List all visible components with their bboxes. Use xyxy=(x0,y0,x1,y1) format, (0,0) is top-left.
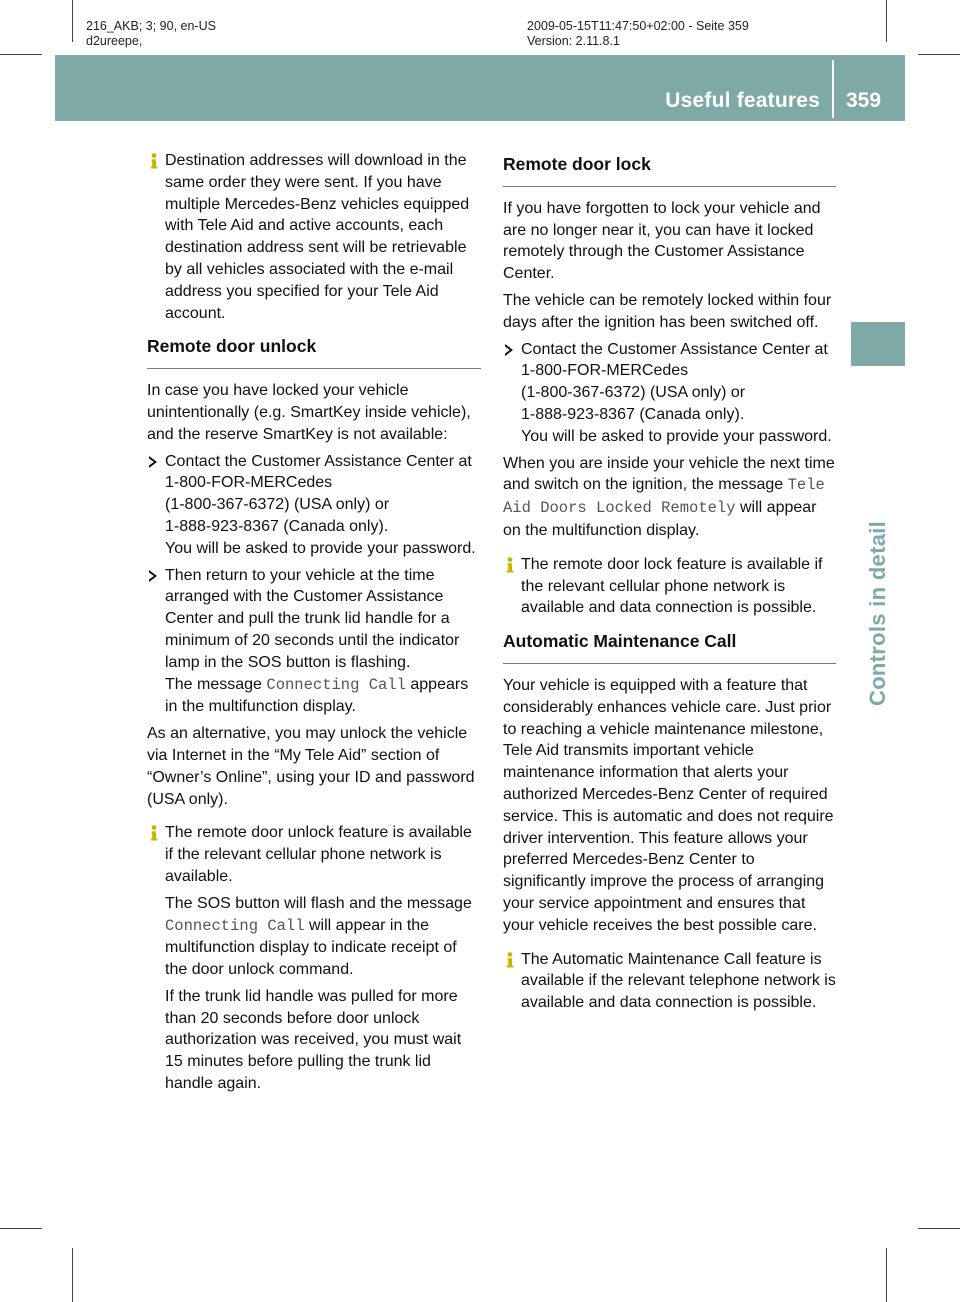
step-line: 1-888-923-8367 (Canada only). xyxy=(521,405,745,423)
step-line: You will be asked to provide your password. xyxy=(165,539,476,557)
instruction-step xyxy=(147,565,481,719)
crop-mark xyxy=(918,1228,960,1229)
instruction-step xyxy=(503,339,836,448)
display-message: Connecting Call xyxy=(165,916,305,935)
info-text: The remote door unlock feature is available if the relevant cellular phone network is available. xyxy=(165,824,472,885)
print-meta-left xyxy=(86,19,216,49)
paragraph: Your vehicle is equipped with a feature that considerably enhances vehicle care. Just prior to reaching a vehicle maintenance milestone, Tele Aid transmits important vehicle maintenance information that alerts your authorized Mercedes-Benz Center of required service. This is automatic and does not require driver intervention. This feature allows your preferred Mercedes-Benz Center to significantly improve the process of arranging your service appointment and ensures that your vehicle receives the best possible care. xyxy=(503,676,834,934)
right-column xyxy=(503,150,836,1026)
text-segment: The SOS button will flash and the message xyxy=(165,894,472,912)
paragraph: As an alternative, you may unlock the vehicle via Internet in the “My Tele Aid” section of “Owner’s Online”, using your ID and password (USA only). xyxy=(147,725,475,808)
text-segment: appears in the multifunction display. xyxy=(165,675,469,716)
step-line: (1-800-367-6372) (USA only) or xyxy=(165,496,390,514)
page-title: Useful features xyxy=(665,89,820,112)
crop-mark xyxy=(72,1248,73,1302)
display-message: Connecting Call xyxy=(266,675,406,694)
info-text: Destination addresses will download in the same order they were sent. If you have multiple Mercedes-Benz vehicles equipped with Tele Aid and active accounts, each destination address sent will be retrievable by all vehicles associated with the e-mail address you specified for your Tele Aid account. xyxy=(165,152,470,322)
page-number: 359 xyxy=(846,89,882,112)
info-text: The Automatic Maintenance Call feature is available if the relevant telephone network is available and data connection is possible. xyxy=(521,950,836,1012)
print-meta-left-line2: d2ureepe, xyxy=(86,34,143,48)
crop-mark xyxy=(0,1228,42,1229)
paragraph xyxy=(503,453,836,542)
info-note xyxy=(147,150,481,324)
step-arrow-icon xyxy=(504,344,514,356)
step-line: 1-888-923-8367 (Canada only). xyxy=(165,517,389,535)
info-icon xyxy=(147,153,161,169)
display-message: Tele Aid Doors Locked Remotely xyxy=(503,476,825,518)
info-note xyxy=(503,949,836,1014)
info-icon xyxy=(147,825,161,841)
info-icon xyxy=(503,952,517,968)
step-line: (1-800-367-6372) (USA only) or xyxy=(521,384,746,402)
text-segment: When you are inside your vehicle the next time and switch on the ignition, the message xyxy=(503,454,835,494)
print-meta-right-line2: Version: 2.11.8.1 xyxy=(527,34,620,48)
section-heading-remote-door-unlock: Remote door unlock xyxy=(147,336,481,369)
info-note xyxy=(503,554,836,619)
step-text: Then return to your vehicle at the time arranged with the Customer Assistance Center and pull the trunk lid handle for a minimum of 20 seconds until the indicator lamp in the SOS button is flashing. xyxy=(165,566,460,671)
info-icon xyxy=(503,557,517,573)
step-line: Contact the Customer Assistance Center at 1-800-FOR-MERCedes xyxy=(521,340,828,380)
step-line: You will be asked to provide your password. xyxy=(521,427,832,445)
text-segment: will appear in the multifunction display to indicate receipt of the door unlock command. xyxy=(165,916,457,979)
info-text: If the trunk lid handle was pulled for more than 20 seconds before door unlock authorization was received, you must wait 15 minutes before pulling the trunk lid handle again. xyxy=(165,987,462,1093)
step-line: Contact the Customer Assistance Center at 1-800-FOR-MERCedes xyxy=(165,452,472,492)
section-heading-automatic-maintenance-call: Automatic Maintenance Call xyxy=(503,631,836,664)
instruction-step xyxy=(147,451,481,560)
crop-mark xyxy=(918,54,960,55)
crop-mark xyxy=(72,0,73,42)
text-segment: will appear on the multifunction display. xyxy=(503,499,817,539)
header-divider xyxy=(832,60,834,118)
info-text: The remote door lock feature is available if the relevant cellular phone network is available and data connection is possible. xyxy=(521,555,823,617)
step-arrow-icon xyxy=(148,456,158,468)
step-result xyxy=(165,674,481,719)
step-arrow-icon xyxy=(148,570,158,582)
left-column xyxy=(147,150,481,1107)
info-note xyxy=(147,822,481,1095)
print-meta-right-line1: 2009-05-15T11:47:50+02:00 - Seite 359 xyxy=(527,19,749,33)
paragraph: If you have forgotten to lock your vehicle and are no longer near it, you can have it locked remotely through the Customer Assistance Center. xyxy=(503,199,821,283)
paragraph: The vehicle can be remotely locked within four days after the ignition has been switched off. xyxy=(503,291,832,331)
crop-mark xyxy=(0,54,42,55)
section-heading-remote-door-lock: Remote door lock xyxy=(503,154,836,187)
print-meta-right xyxy=(527,19,749,49)
crop-mark xyxy=(886,0,887,42)
text-segment: The message xyxy=(165,675,262,693)
side-tab xyxy=(854,376,902,706)
crop-mark xyxy=(886,1248,887,1302)
side-tab-label: Controls in detail xyxy=(865,520,890,706)
print-meta-left-line1: 216_AKB; 3; 90, en-US xyxy=(86,19,216,33)
info-text xyxy=(165,893,481,981)
paragraph: In case you have locked your vehicle unintentionally (e.g. SmartKey inside vehicle), and the reserve SmartKey is not available: xyxy=(147,382,471,443)
side-tab-block xyxy=(851,322,905,366)
